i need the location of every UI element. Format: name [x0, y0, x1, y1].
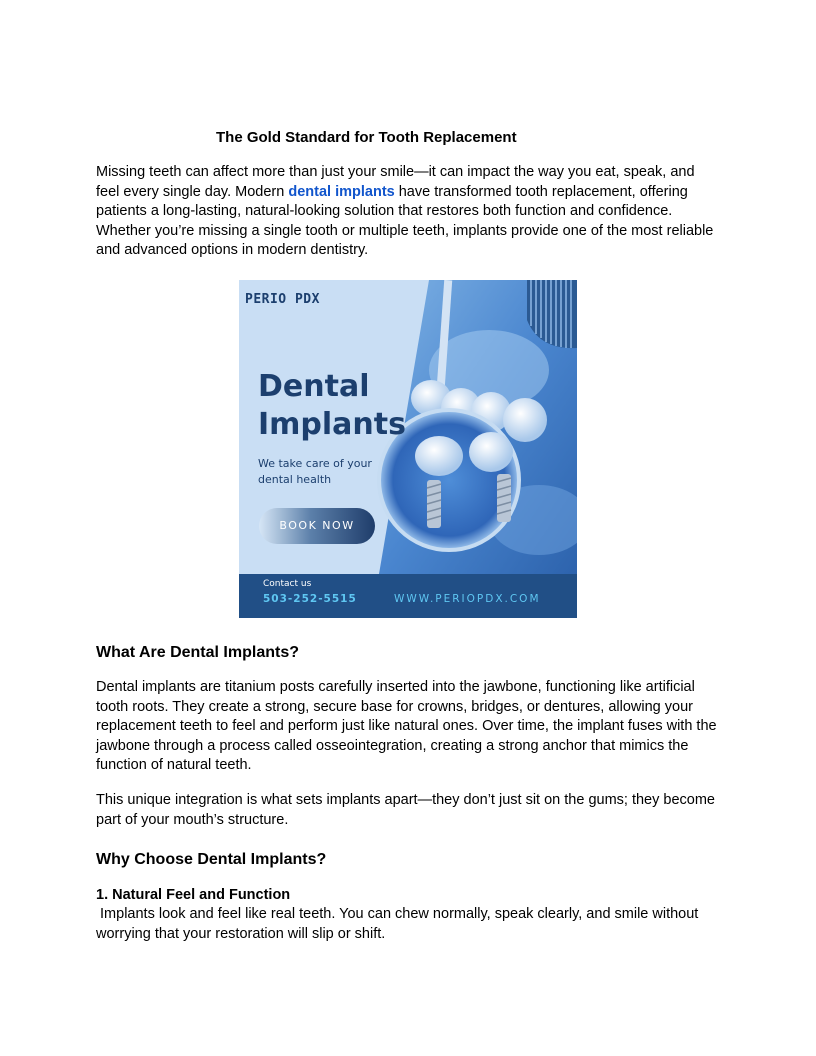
intro-paragraph — [96, 163, 720, 261]
banner-photo-illustration — [239, 280, 577, 618]
section-heading-what: What Are Dental Implants? — [96, 644, 299, 661]
dental-implants-banner — [239, 280, 577, 618]
benefit-body-1: Implants look and feel like real teeth. You can chew normally, speak clearly, and smile without worrying that your restoration will slip or shift. — [96, 906, 703, 942]
brand-logo: PERIO PDX — [245, 292, 320, 307]
benefit-title-1: 1. Natural Feel and Function — [96, 887, 291, 903]
banner-heading-line-2: Implants — [258, 407, 406, 442]
tooth-icon — [503, 398, 547, 442]
banner-heading-line-1: Dental — [258, 369, 370, 404]
dental-implants-link[interactable]: dental implants — [288, 183, 395, 200]
contact-phone[interactable]: 503-252-5515 — [263, 593, 357, 605]
section1-paragraph-2: This unique integration is what sets implants apart—they don’t just sit on the gums; they become part of your mouth’s structure. — [96, 792, 715, 828]
contact-label: Contact us — [263, 579, 312, 589]
book-now-button[interactable]: BOOK NOW — [259, 508, 375, 544]
banner-subtitle: We take care of your dental health — [258, 457, 372, 486]
contact-website[interactable]: WWW.PERIOPDX.COM — [394, 593, 541, 605]
section-heading-why: Why Choose Dental Implants? — [96, 851, 327, 868]
intro-text-before: Missing teeth can affect more than just your smile—it can impact the way you eat, speak, and feel every single day. Modern — [96, 164, 695, 200]
banner-heading — [258, 368, 418, 444]
intro-text-after: have transformed tooth replacement, offering patients a long-lasting, natural-looking solution that restores both function and confidence. Whether you’re missing a single tooth or multiple teeth, implants provide one of the most reliable and advanced options in modern dentistry. — [96, 183, 714, 258]
banner-contact-bar — [239, 574, 577, 618]
section1-paragraph-1: Dental implants are titanium posts carefully inserted into the jawbone, functioning like artificial tooth roots. They create a strong, secure base for crowns, bridges, or dentures, allowing your replacement teeth to feel and perform just like natural ones. Over time, the implant fuses with the jawbone through a process called osseointegration, creating a strong anchor that mimics the function of natural teeth. — [96, 679, 717, 773]
document-title: The Gold Standard for Tooth Replacement — [216, 129, 517, 146]
